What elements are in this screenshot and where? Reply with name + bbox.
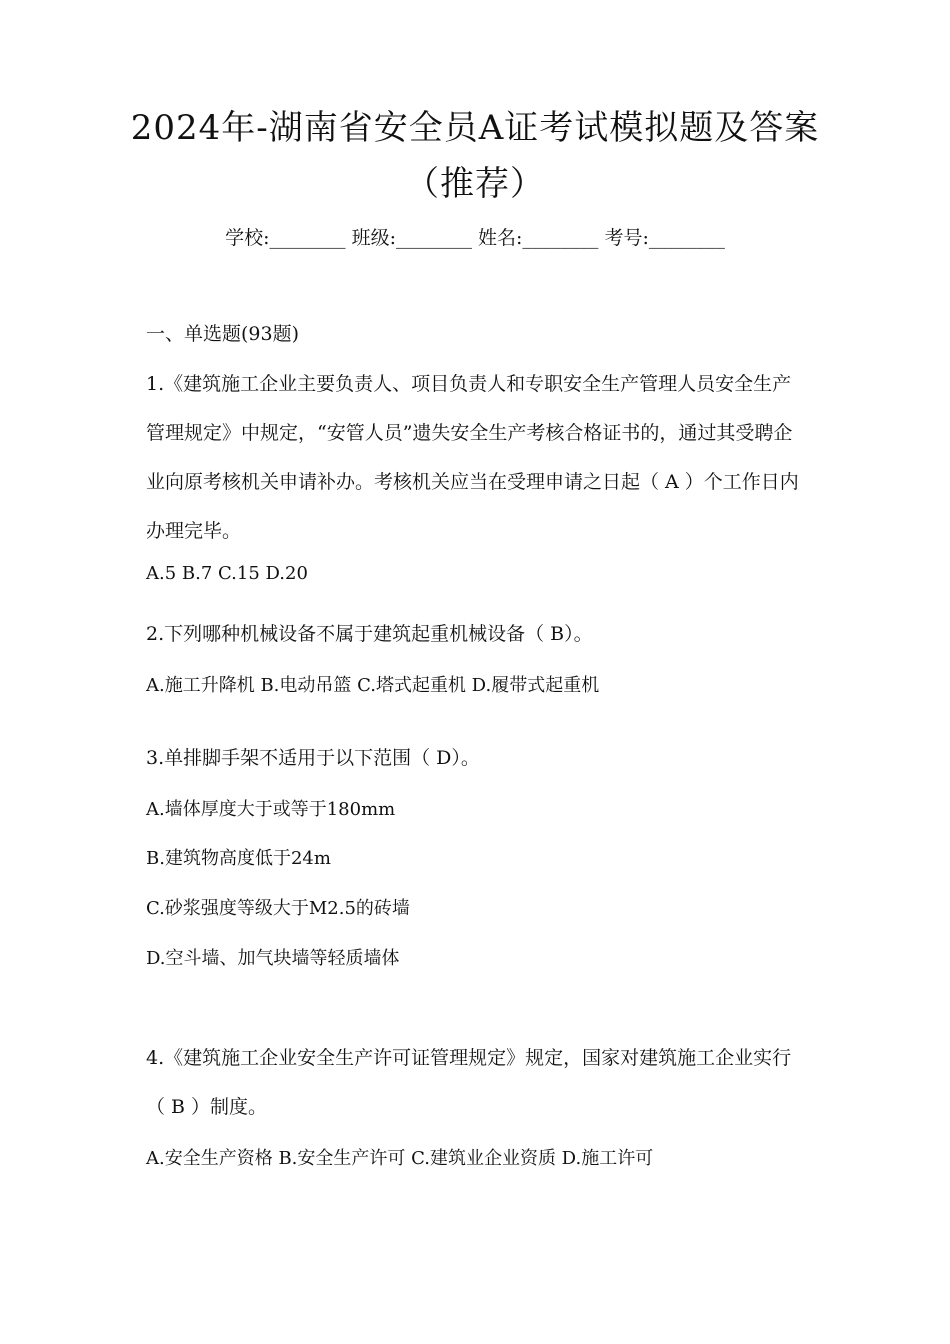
question-3-option-c: C.砂浆强度等级大于M2.5的砖墙: [146, 898, 410, 919]
question-1-options: A.5 B.7 C.15 D.20: [146, 563, 308, 584]
document-title: 2024年-湖南省安全员A证考试模拟题及答案（推荐）: [130, 108, 820, 204]
question-3-option-b: B.建筑物高度低于24m: [146, 848, 331, 869]
question-1-stem: 1.《建筑施工企业主要负责人、项目负责人和专职安全生产管理人员安全生产管理规定》中规定，“安管人员”遗失安全生产考核合格证书的，通过其受聘企业向原考核机关申请补办。考核机关应当在受理申请之日起（ A ）个工作日内办理完毕。: [146, 373, 799, 542]
question-4-stem: 4.《建筑施工企业安全生产许可证管理规定》规定，国家对建筑施工企业实行（ B ）制度。: [146, 1047, 792, 1118]
question-2-options: A.施工升降机 B.电动吊篮 C.塔式起重机 D.履带式起重机: [146, 675, 600, 696]
question-4-options: A.安全生产资格 B.安全生产许可 C.建筑业企业资质 D.施工许可: [146, 1148, 654, 1169]
question-3-option-d: D.空斗墙、加气块墙等轻质墙体: [146, 948, 400, 969]
question-3-option-a: A.墙体厚度大于或等于180mm: [146, 799, 396, 820]
section-heading: 一、单选题(93题): [146, 323, 300, 345]
student-info-line: 学校:________ 班级:________ 姓名:________ 考号:________: [225, 227, 725, 249]
question-2-stem: 2.下列哪种机械设备不属于建筑起重机械设备（ B）。: [146, 623, 593, 645]
question-3-stem: 3.单排脚手架不适用于以下范围（ D）。: [146, 747, 480, 769]
